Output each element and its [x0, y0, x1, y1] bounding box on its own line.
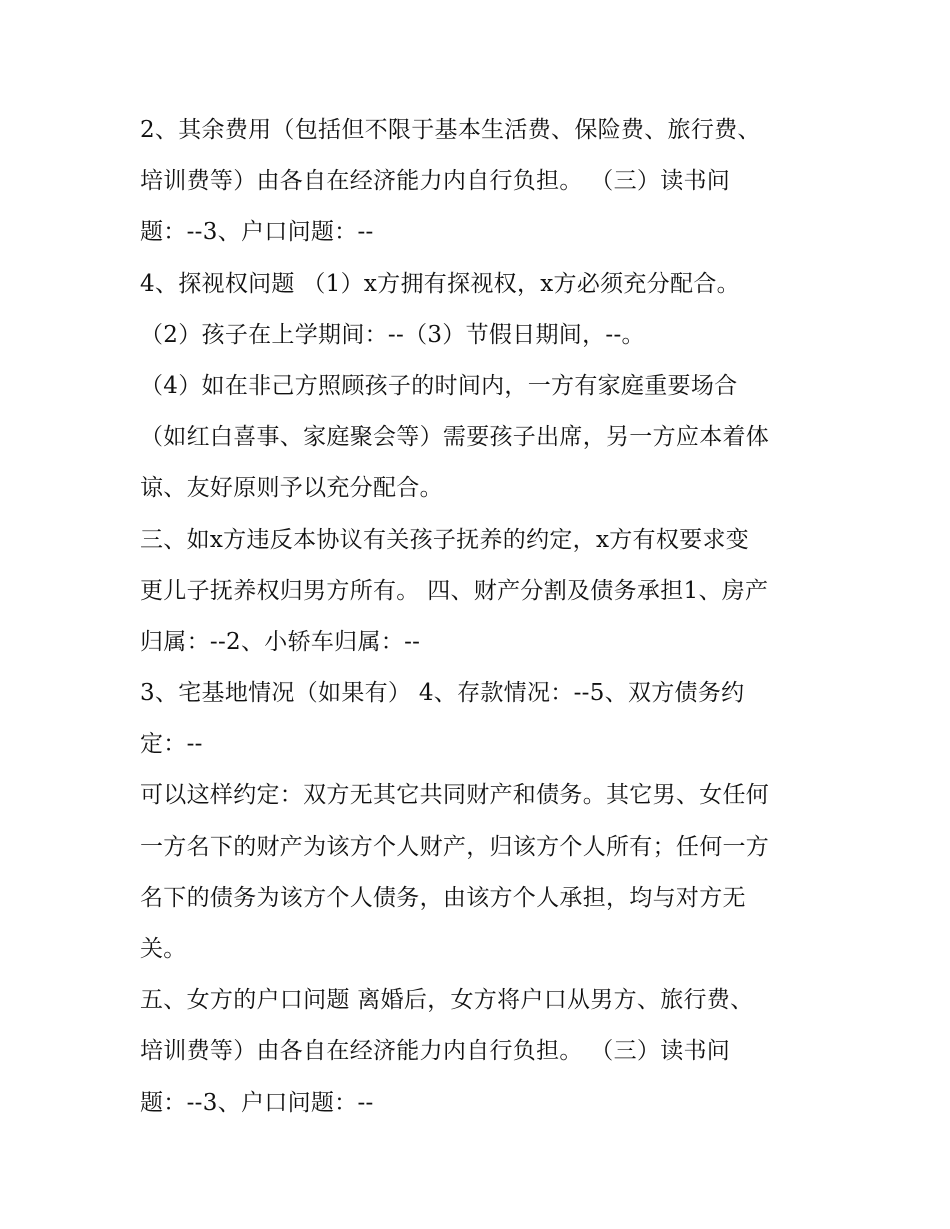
text-line: 更儿子抚养权归男方所有。 四、财产分割及债务承担1、房产 [140, 577, 769, 604]
text-line: 名下的债务为该方个人债务，由该方个人承担，均与对方无 [140, 884, 746, 911]
text-line: 一方名下的财产为该方个人财产，归该方个人所有；任何一方 [140, 833, 770, 860]
text-line: 2、其余费用（包括但不限于基本生活费、保险费、旅行费、 [140, 117, 761, 143]
text-line: 培训费等）由各自在经济能力内自行负担。 （三）读书问 [140, 1038, 731, 1065]
document-body [140, 105, 830, 1129]
text-line: 归属：--2、小轿车归属：-- [140, 628, 421, 655]
text-line: 谅、友好原则予以充分配合。 [140, 475, 443, 502]
text-line: （如红白喜事、家庭聚会等）需要孩子出席，另一方应本着体 [140, 424, 770, 451]
text-line: 培训费等）由各自在经济能力内自行负担。 （三）读书问 [140, 168, 731, 195]
text-line: 关。 [140, 936, 187, 962]
text-line: 3、宅基地情况（如果有） 4、存款情况：--5、双方债务约 [140, 680, 745, 707]
text-line: （2）孩子在上学期间：--（3）节假日期间，--。 [140, 321, 645, 348]
text-line: 三、如x方违反本协议有关孩子抚养的约定，x方有权要求变 [140, 526, 750, 553]
text-line: （4）如在非己方照顾孩子的时间内，一方有家庭重要场合 [140, 372, 738, 399]
text-line: 题：--3、户口问题：-- [140, 1089, 374, 1116]
text-line: 4、探视权问题 （1）x方拥有探视权，x方必须充分配合。 [140, 270, 740, 297]
text-line: 可以这样约定：双方无其它共同财产和债务。其它男、女任何 [140, 782, 770, 809]
text-line: 题：--3、户口问题：-- [140, 219, 374, 246]
text-line: 五、女方的户口问题 离婚后，女方将户口从男方、旅行费、 [140, 987, 754, 1014]
text-line: 定：-- [140, 731, 203, 758]
